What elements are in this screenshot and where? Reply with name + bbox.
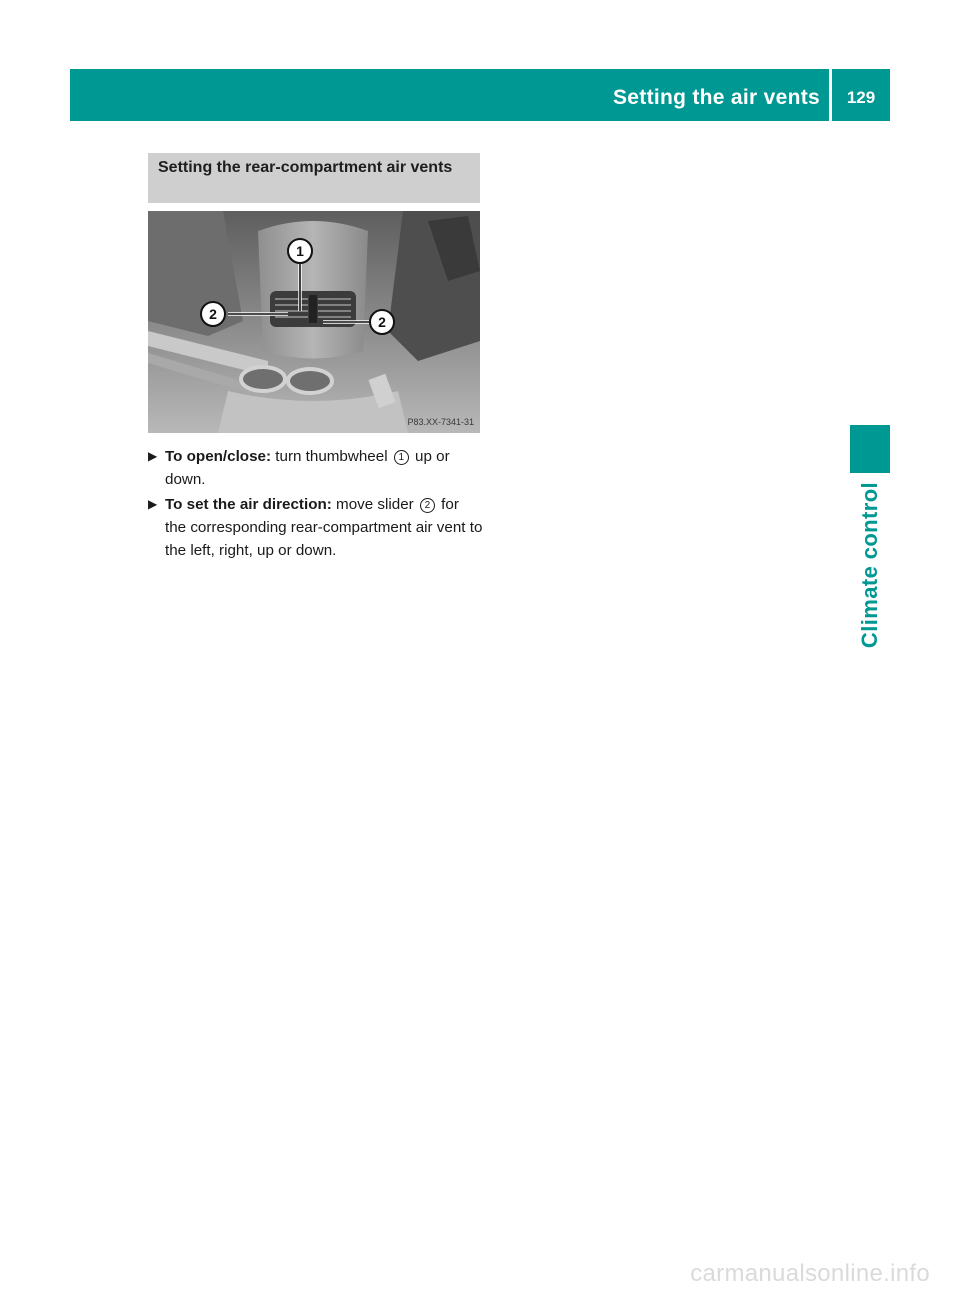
step-lead: To open/close: [165, 448, 272, 465]
ref-number: 1 [394, 450, 409, 465]
step-arrow-icon: ▶ [148, 497, 158, 511]
center-console [258, 221, 368, 359]
chapter-tab-marker [850, 425, 890, 473]
svg-text:2: 2 [209, 306, 217, 322]
chapter-label: Climate control [857, 481, 882, 649]
page-number: 129 [846, 88, 876, 107]
step-text: up or down. [165, 448, 450, 488]
instruction-list [148, 445, 484, 564]
step-text: move slider [336, 496, 414, 513]
figure-code: P83.XX-7341-31 [407, 417, 474, 427]
rear-vent-illustration [148, 211, 480, 433]
ref-number: 2 [420, 498, 435, 513]
watermark: carmanualsonline.info [690, 1260, 930, 1287]
instruction-step [148, 493, 484, 562]
section-title: Setting the air vents [612, 86, 820, 109]
step-arrow-icon: ▶ [148, 449, 158, 463]
svg-text:1: 1 [296, 243, 304, 259]
callout-2-left [201, 302, 225, 326]
rear-vent-figure [148, 211, 480, 433]
callout-2-right [370, 310, 394, 334]
svg-text:2: 2 [378, 314, 386, 330]
thumbwheel [309, 295, 317, 323]
step-text: turn thumbwheel [275, 448, 388, 465]
subsection-heading: Setting the rear-compartment air vents [148, 153, 480, 203]
step-text: for the corresponding rear-compartment air vent to the left, right, up or down. [165, 496, 483, 559]
step-lead: To set the air direction: [165, 496, 332, 513]
page-header [70, 69, 890, 121]
instruction-step [148, 445, 484, 491]
callout-1 [288, 239, 312, 263]
